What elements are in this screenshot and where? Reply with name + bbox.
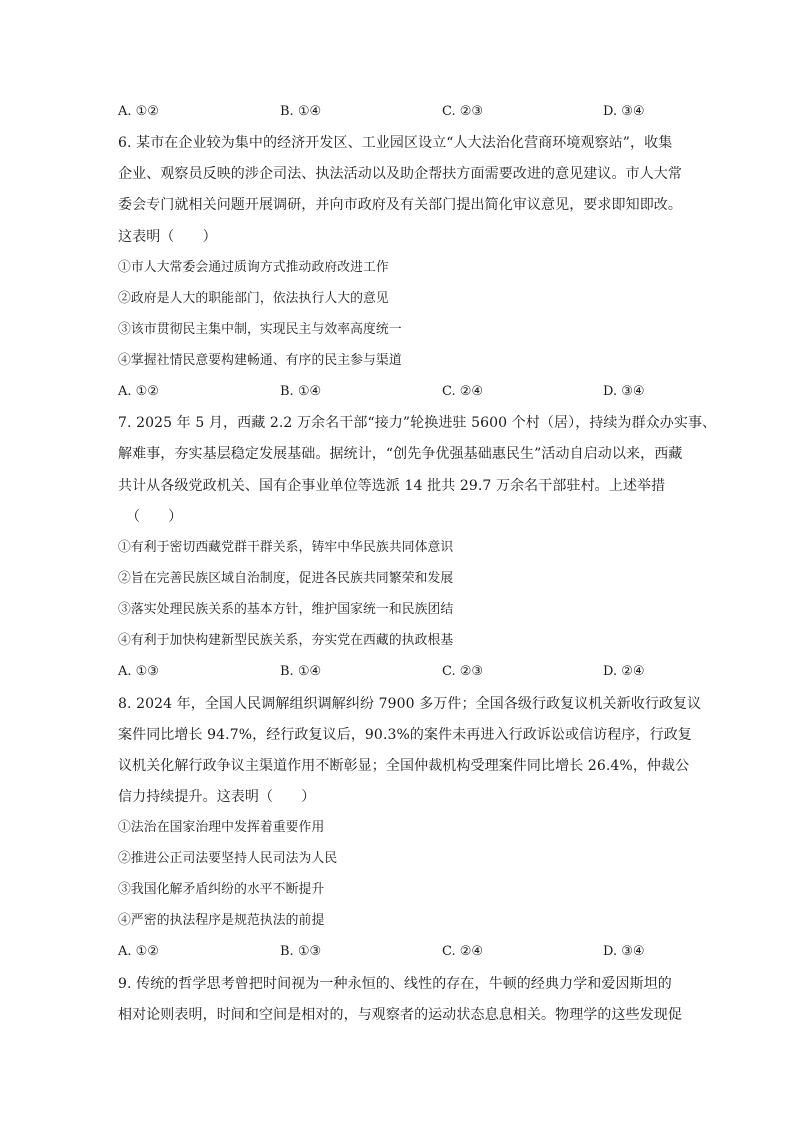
q8-item-3: ③我国化解矛盾纠纷的水平不断提升 bbox=[118, 882, 325, 897]
q7-stem-line-4: （ ） bbox=[126, 509, 183, 525]
q5-options bbox=[118, 102, 678, 122]
q6-option-b[interactable]: B. ①④ bbox=[280, 384, 322, 399]
q7-option-a[interactable]: A. ①③ bbox=[118, 664, 159, 679]
q8-stem-line-2: 案件同比增长 94.7%，经行政复议后，90.3%的案件未再进入行政诉讼或信访程序，行政复 bbox=[118, 727, 692, 743]
q8-option-d[interactable]: D. ③④ bbox=[603, 944, 645, 959]
q7-item-1: ①有利于密切西藏党群干群关系，铸牢中华民族共同体意识 bbox=[118, 540, 454, 555]
q5-option-d[interactable]: D. ③④ bbox=[603, 104, 645, 119]
q8-option-b[interactable]: B. ①③ bbox=[280, 944, 322, 959]
q8-item-4: ④严密的执法程序是规范执法的前提 bbox=[118, 913, 325, 928]
q8-stem-line-4: 信力持续提升。这表明（ ） bbox=[118, 789, 316, 805]
q7-stem-line-1: 7. 2025 年 5 月，西藏 2.2 万余名干部“接力”轮换进驻 5600 个村（居），持续为群众办实事、 bbox=[118, 415, 717, 431]
q6-option-d[interactable]: D. ③④ bbox=[603, 384, 645, 399]
q9-stem-line-1: 9. 传统的哲学思考曾把时间视为一种永恒的、线性的存在，牛顿的经典力学和爱因斯坦的 bbox=[118, 976, 672, 992]
q5-option-c[interactable]: C. ②③ bbox=[442, 104, 484, 119]
q9-stem-line-2: 相对论则表明，时间和空间是相对的，与观察者的运动状态息息相关。物理学的这些发现促 bbox=[118, 1007, 682, 1023]
q8-options bbox=[118, 942, 678, 962]
q7-options bbox=[118, 662, 678, 682]
q7-stem-line-2: 解难事，夯实基层稳定发展基础。据统计，“创先争优强基础惠民生”活动自启动以来，西藏 bbox=[118, 446, 683, 462]
q6-stem-line-2: 企业、观察员反映的涉企司法、执法活动以及助企帮扶方面需要改进的意见建议。市人大常 bbox=[118, 166, 682, 182]
q5-option-b[interactable]: B. ①④ bbox=[280, 104, 322, 119]
q5-option-a[interactable]: A. ①② bbox=[118, 104, 159, 119]
q8-item-2: ②推进公正司法要坚持人民司法为人民 bbox=[118, 851, 338, 866]
q8-item-1: ①法治在国家治理中发挥着重要作用 bbox=[118, 820, 325, 835]
q7-item-3: ③落实处理民族关系的基本方针，维护国家统一和民族团结 bbox=[118, 602, 454, 617]
q6-option-c[interactable]: C. ②④ bbox=[442, 384, 484, 399]
q8-option-a[interactable]: A. ①② bbox=[118, 944, 159, 959]
q7-option-b[interactable]: B. ①④ bbox=[280, 664, 322, 679]
q7-option-c[interactable]: C. ②③ bbox=[442, 664, 484, 679]
q7-stem-line-3: 共计从各级党政机关、国有企事业单位等选派 14 批共 29.7 万余名干部驻村。上述举措 bbox=[118, 478, 666, 494]
q6-option-a[interactable]: A. ①② bbox=[118, 384, 159, 399]
q6-item-4: ④掌握社情民意要构建畅通、有序的民主参与渠道 bbox=[118, 353, 402, 368]
q8-stem-line-3: 议机关化解行政争议主渠道作用不断彰显；全国仲裁机构受理案件同比增长 26.4%，仲裁公 bbox=[118, 758, 690, 774]
q7-item-4: ④有利于加快构建新型民族关系，夯实党在西藏的执政根基 bbox=[118, 633, 454, 648]
q6-options bbox=[118, 382, 678, 402]
q7-item-2: ②旨在完善民族区域自治制度，促进各民族共同繁荣和发展 bbox=[118, 571, 454, 586]
q6-stem-line-1: 6. 某市在企业较为集中的经济开发区、工业园区设立“人大法治化营商环境观察站”，收集 bbox=[118, 135, 673, 151]
q6-stem-line-4: 这表明（ ） bbox=[118, 229, 217, 245]
q7-option-d[interactable]: D. ②④ bbox=[603, 664, 645, 679]
q6-item-1: ①市人大常委会通过质询方式推动政府改进工作 bbox=[118, 260, 389, 275]
q6-stem-line-3: 委会专门就相关问题开展调研，并向市政府及有关部门提出简化审议意见，要求即知即改。 bbox=[118, 197, 682, 213]
q6-item-3: ③该市贯彻民主集中制，实现民主与效率高度统一 bbox=[118, 322, 402, 337]
q8-option-c[interactable]: C. ②④ bbox=[442, 944, 484, 959]
q6-item-2: ②政府是人大的职能部门，依法执行人大的意见 bbox=[118, 291, 389, 306]
q8-stem-line-1: 8. 2024 年，全国人民调解组织调解纠纷 7900 多万件；全国各级行政复议机关新收行政复议 bbox=[118, 696, 702, 712]
